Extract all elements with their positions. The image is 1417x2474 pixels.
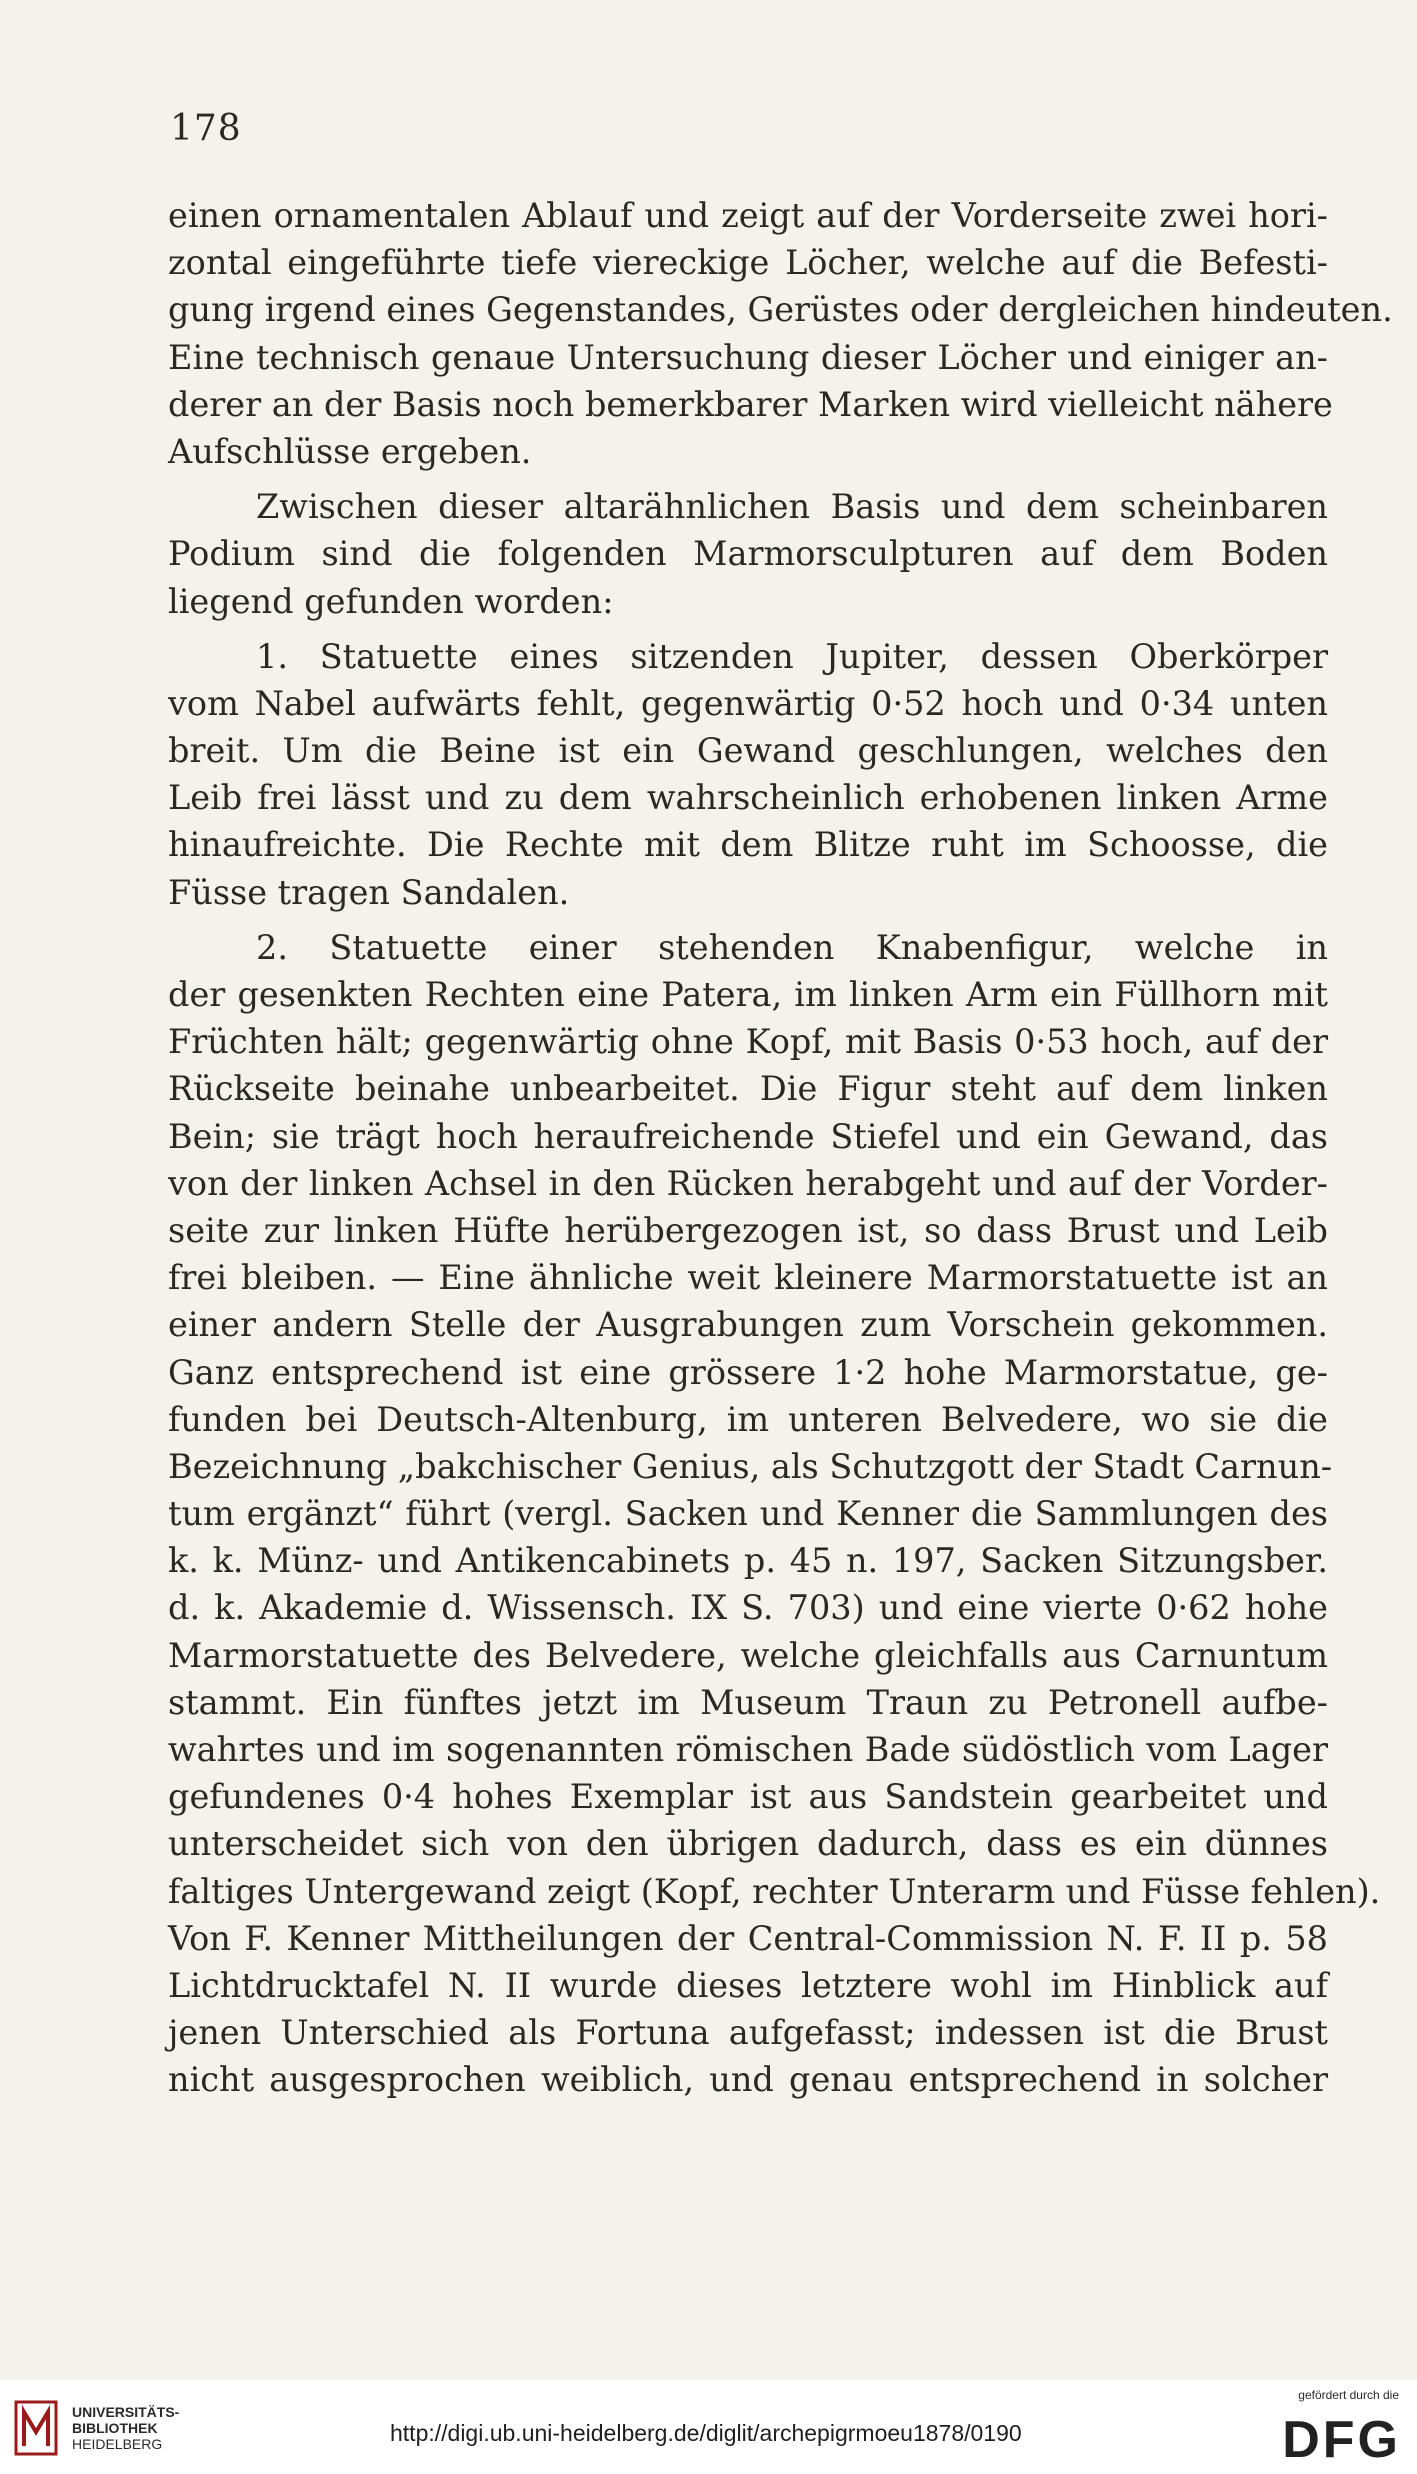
text-line: Marmorstatuette des Belvedere, welche gleichfalls aus Carnuntum <box>168 1635 1328 1675</box>
text-line: derer an der Basis noch bemerkbarer Marken wird vielleicht nähere <box>168 384 1333 424</box>
text-line: der gesenkten Rechten eine Patera, im linken Arm ein Füllhorn mit <box>168 975 1328 1014</box>
text-line: funden bei Deutsch-Altenburg, im unteren Belvedere, wo sie die <box>168 1399 1328 1439</box>
text-line: faltiges Untergewand zeigt (Kopf, rechter Unterarm und Füsse fehlen). <box>168 1871 1381 1911</box>
text-line: Lichtdrucktafel N. II wurde dieses letztere wohl im Hinblick auf <box>168 1965 1328 2005</box>
text-line: Bein; sie trägt hoch heraufreichende Stiefel und ein Gewand, das <box>168 1116 1328 1156</box>
permalink-url[interactable]: http://digi.ub.uni-heidelberg.de/diglit/archepigrmoeu1878/0190 <box>390 2420 1022 2446</box>
paragraph-4 <box>168 924 1381 2104</box>
page-number: 178 <box>170 108 242 149</box>
library-name-line: BIBLIOTHEK <box>72 2420 158 2436</box>
text-line: gung irgend eines Gegenstandes, Gerüstes oder dergleichen hindeuten. <box>168 290 1393 330</box>
library-name-line: UNIVERSITÄTS- <box>72 2404 180 2420</box>
text-line: Podium sind die folgenden Marmorsculpturen auf dem Boden <box>168 534 1328 574</box>
ub-heidelberg-logo-icon <box>14 2398 62 2458</box>
dfg-logo: DFG <box>1282 2411 1401 2469</box>
body-text <box>168 192 1393 2112</box>
text-line: Ganz entsprechend ist eine grössere 1·2 hohe Marmorstatue, ge- <box>168 1352 1328 1392</box>
text-line: jenen Unterschied als Fortuna aufgefasst; indessen ist die Brust <box>168 2013 1328 2053</box>
text-line: von der linken Achsel in den Rücken herabgeht und auf der Vorder- <box>168 1163 1328 1203</box>
text-line: einer andern Stelle der Ausgrabungen zum Vorschein gekommen. <box>168 1305 1328 1345</box>
text-line: 1. Statuette eines sitzenden Jupiter, dessen Oberkörper <box>256 636 1328 676</box>
paragraph-3 <box>168 633 1328 916</box>
text-line: gefundenes 0·4 hohes Exemplar ist aus Sandstein gearbeitet und <box>168 1777 1328 1817</box>
text-line: frei bleiben. — Eine ähnliche weit kleinere Marmorstatuette ist an <box>168 1258 1328 1298</box>
text-line: unterscheidet sich von den übrigen dadurch, dass es ein dünnes <box>168 1824 1328 1864</box>
text-line: Leib frei lässt und zu dem wahrscheinlich erhobenen linken Arme <box>168 778 1328 818</box>
text-line: liegend gefunden worden: <box>168 581 614 621</box>
text-line: k. k. Münz- und Antikencabinets p. 45 n. 197, Sacken Sitzungsber. <box>168 1541 1328 1581</box>
text-line: Füsse tragen Sandalen. <box>168 872 570 912</box>
text-line: hinaufreichte. Die Rechte mit dem Blitze ruht im Schoosse, die <box>168 825 1328 865</box>
paragraph-1 <box>168 192 1393 475</box>
text-line: wahrtes und im sogenannten römischen Bade südöstlich vom Lager <box>168 1730 1328 1769</box>
paragraph-2 <box>168 483 1328 625</box>
text-line: vom Nabel aufwärts fehlt, gegenwärtig 0·52 hoch und 0·34 unten <box>168 683 1328 723</box>
text-line: seite zur linken Hüfte herübergezogen ist, so dass Brust und Leib <box>168 1210 1328 1250</box>
text-line: breit. Um die Beine ist ein Gewand geschlungen, welches den <box>168 731 1328 771</box>
text-line: tum ergänzt“ führt (vergl. Sacken und Kenner die Sammlungen des <box>168 1494 1328 1534</box>
text-line: stammt. Ein fünftes jetzt im Museum Traun zu Petronell aufbe- <box>168 1682 1328 1722</box>
text-line: einen ornamentalen Ablauf und zeigt auf der Vorderseite zwei hori- <box>168 196 1328 235</box>
text-line: Rückseite beinahe unbearbeitet. Die Figur steht auf dem linken <box>168 1069 1328 1109</box>
text-line: Von F. Kenner Mittheilungen der Central-Commission N. F. II p. 58 <box>168 1918 1328 1958</box>
library-name <box>72 2404 179 2452</box>
text-line: d. k. Akademie d. Wissensch. IX S. 703) und eine vierte 0·62 hohe <box>168 1588 1328 1628</box>
text-line: Aufschlüsse ergeben. <box>168 431 532 471</box>
text-line: nicht ausgesprochen weiblich, und genau entsprechend in solcher <box>168 2060 1328 2100</box>
text-line: Zwischen dieser altarähnlichen Basis und dem scheinbaren <box>256 487 1328 527</box>
funder-caption: gefördert durch die <box>1298 2388 1399 2402</box>
text-line: Früchten hält; gegenwärtig ohne Kopf, mit Basis 0·53 hoch, auf der <box>168 1022 1328 1062</box>
text-line: zontal eingeführte tiefe viereckige Löcher, welche auf die Befesti- <box>168 243 1328 283</box>
footer-bar <box>0 2380 1417 2474</box>
text-line: 2. Statuette einer stehenden Knabenfigur, welche in <box>256 927 1328 967</box>
text-line: Eine technisch genaue Untersuchung dieser Löcher und einiger an- <box>168 337 1328 377</box>
text-line: Bezeichnung „bakchischer Genius, als Schutzgott der Stadt Carnun- <box>168 1446 1333 1486</box>
library-name-line: HEIDELBERG <box>72 2436 163 2452</box>
